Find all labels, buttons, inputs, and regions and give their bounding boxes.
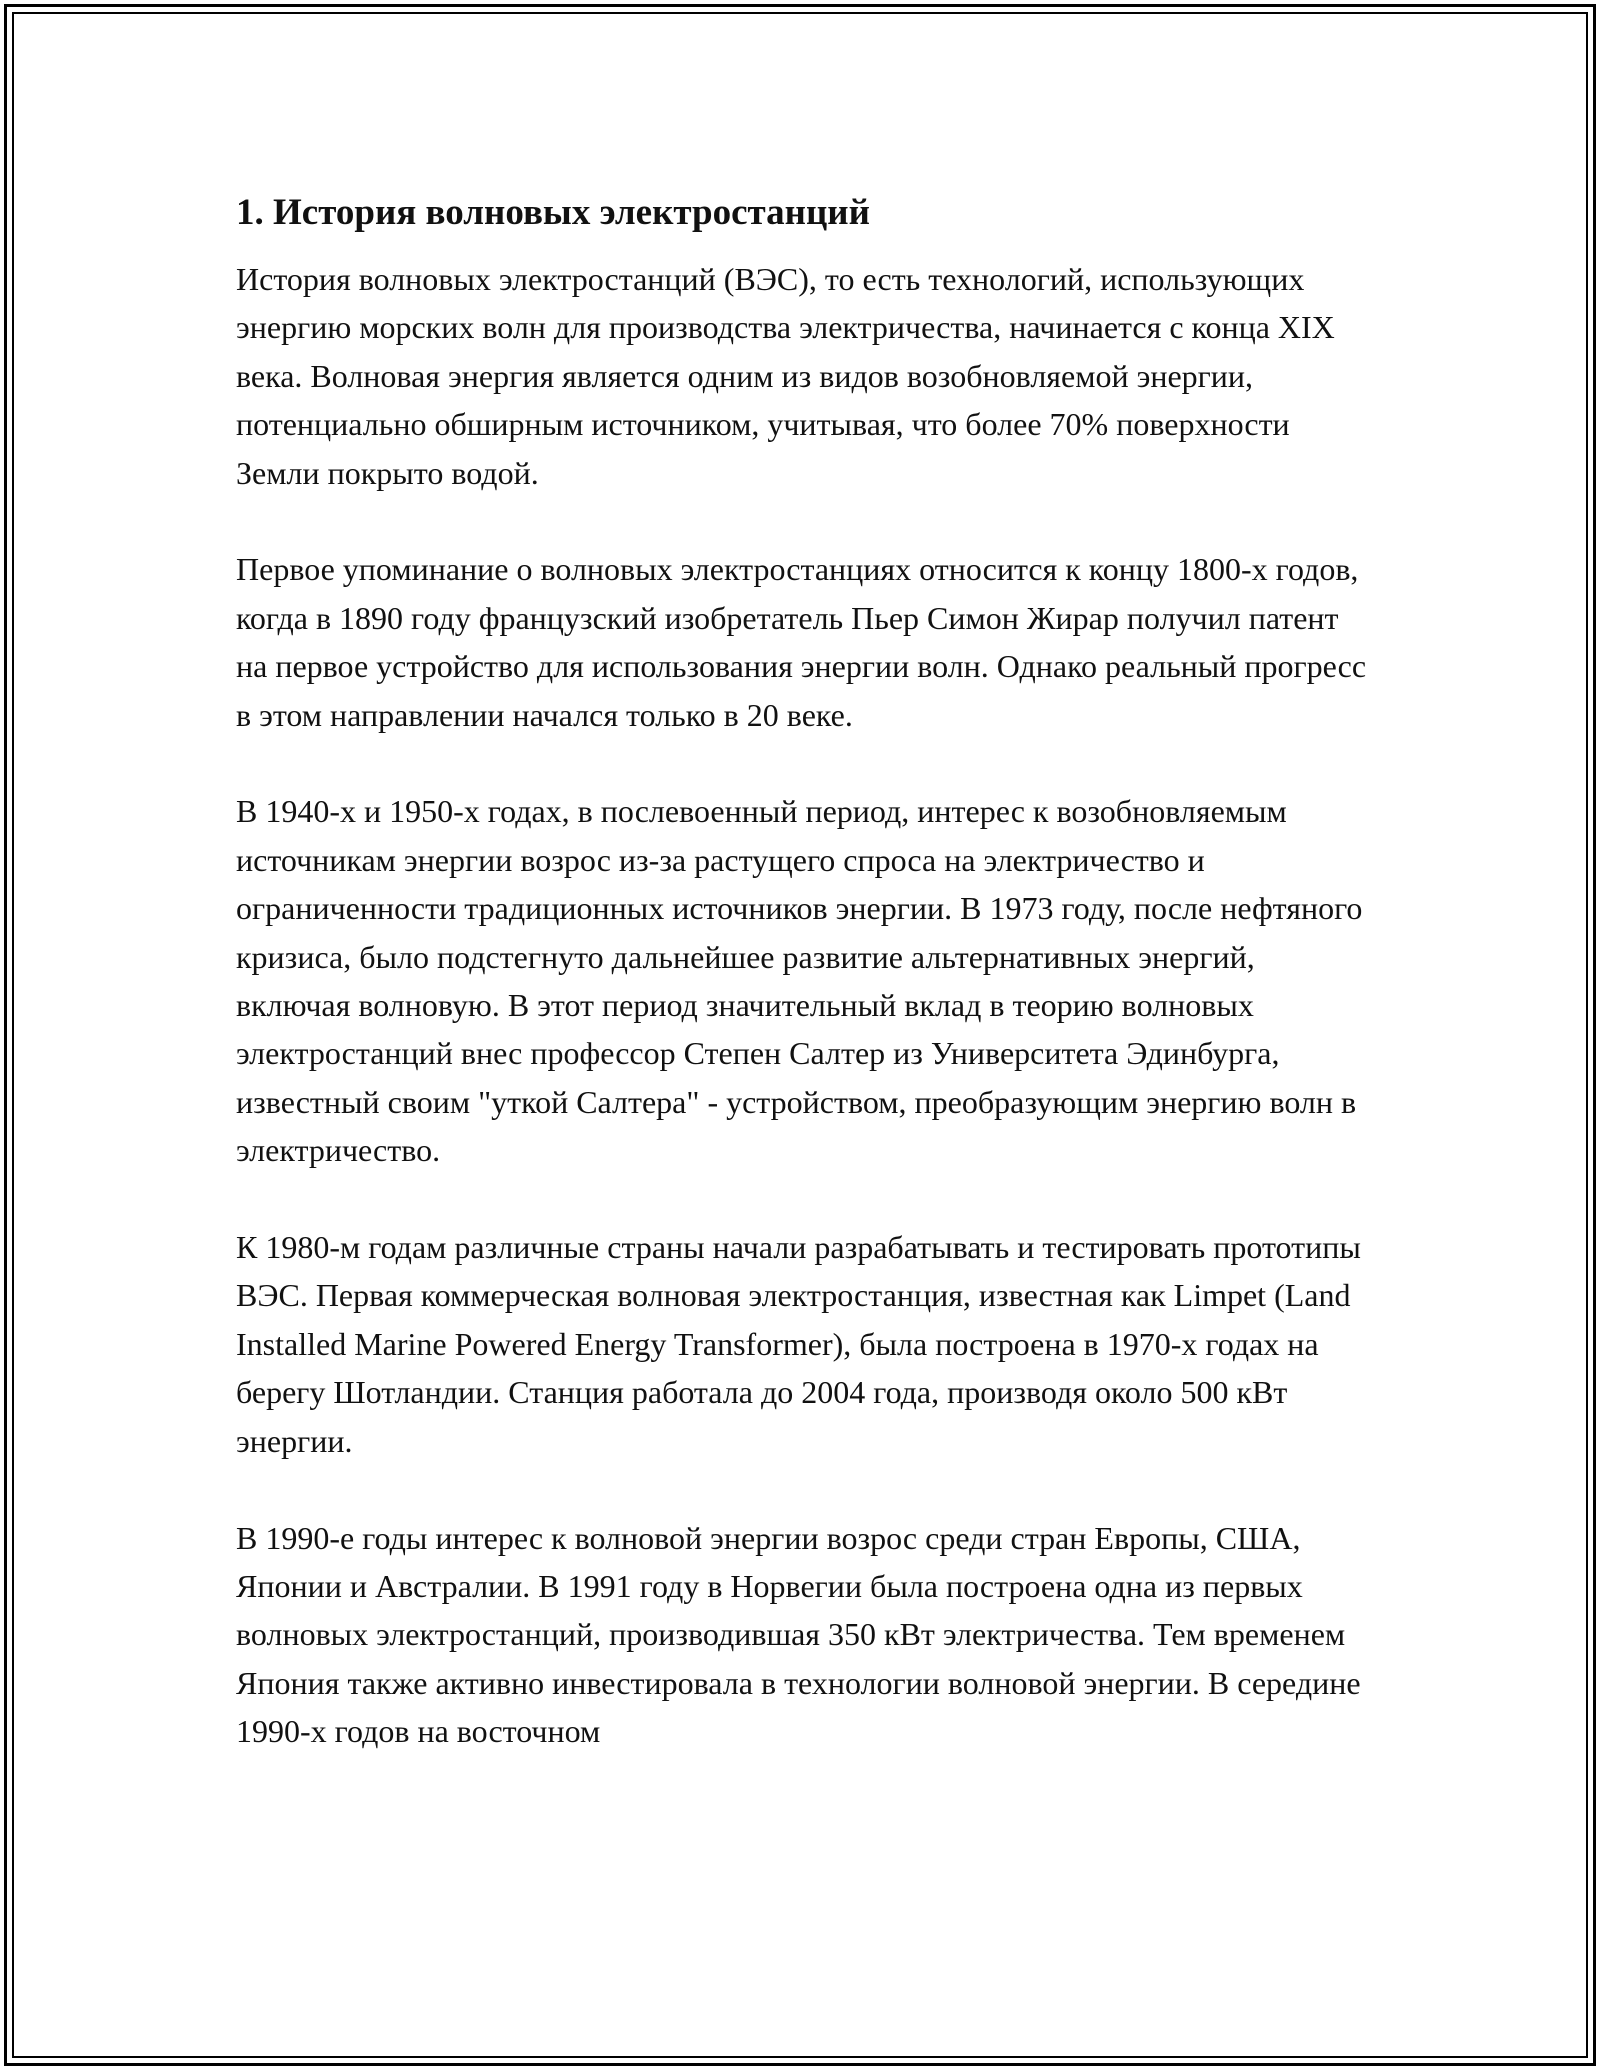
paragraph-1: История волновых электростанций (ВЭС), то есть технологий, использующих энергию морских волн для производства электричества, начинается с конца XIX века. Волновая энергия является одним из видов возобновляемой энергии, потенциально обширным источником, учитывая, что более 70% поверхности Земли покрыто водой. xyxy=(236,261,1335,491)
section-heading: 1. История волновых электростанций xyxy=(236,192,870,233)
paragraph-2: Первое упоминание о волновых электростанциях относится к концу 1800-х годов, когда в 1890 году французский изобретатель Пьер Симон Жирар получил патент на первое устройство для использования энергии волн. Однако реальный прогресс в этом направлении начался только в 20 веке. xyxy=(236,551,1367,733)
paragraph-3: В 1940-х и 1950-х годах, в послевоенный период, интерес к возобновляемым источникам энергии возрос из-за растущего спроса на электричество и ограниченности традиционных источников энергии. В 1973 году, после нефтяного кризиса, было подстегнуто дальнейшее развитие альтернативных энергий, включая волновую. В этот период значительный вклад в теорию волновых электростанций внес профессор Степен Салтер из Университета Эдинбурга, известный своим "уткой Салтера" - устройством, преобразующим энергию волн в электричество. xyxy=(236,793,1363,1169)
paragraph-4: К 1980-м годам различные страны начали разрабатывать и тестировать прототипы ВЭС. Первая коммерческая волновая электростанция, известная как Limpet (Land Installed Marine Powered Energy Transformer), была построена в 1970-х годах на берегу Шотландии. Станция работала до 2004 года, производя около 500 кВт энергии. xyxy=(236,1229,1361,1459)
paragraph-5: В 1990-е годы интерес к волновой энергии возрос среди стран Европы, США, Японии и Австралии. В 1991 году в Норвегии была построена одна из первых волновых электростанций, производившая 350 кВт электричества. Тем временем Япония также активно инвестировала в технологии волновой энергии. В середине 1990-х годов на восточном xyxy=(236,1519,1361,1750)
document-body xyxy=(236,185,1376,1804)
